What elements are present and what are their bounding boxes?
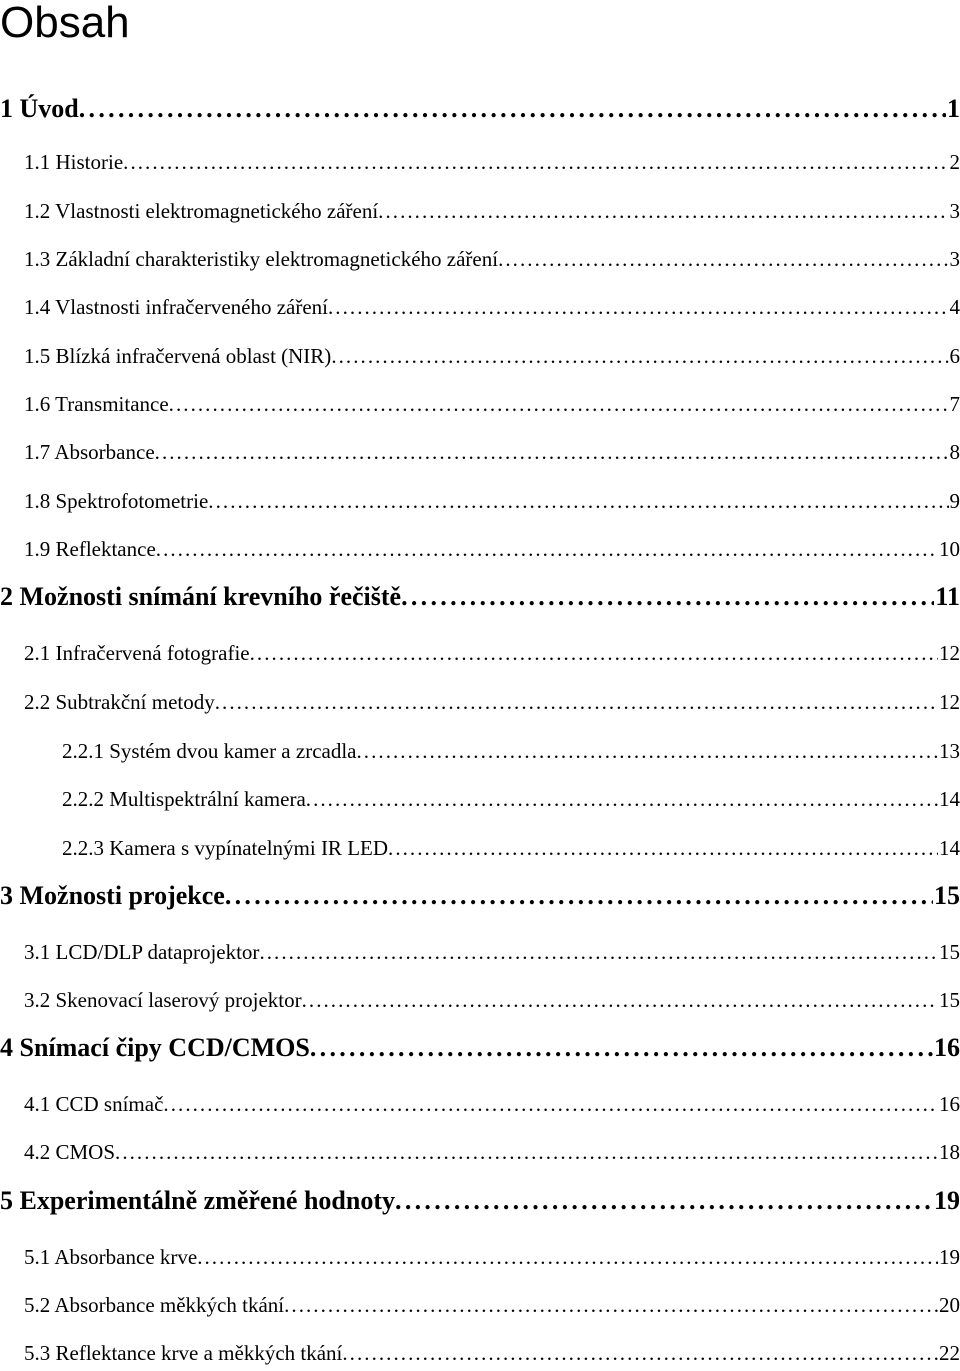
dot-leader bbox=[208, 486, 948, 516]
toc-entry[interactable] bbox=[0, 433, 960, 467]
toc-entry-label: 3.1 LCD/DLP dataprojektor bbox=[24, 940, 260, 964]
dot-leader bbox=[155, 437, 949, 467]
toc-entry[interactable] bbox=[0, 780, 960, 814]
toc-entry[interactable] bbox=[0, 981, 960, 1015]
toc-entry-label: 1.6 Transmitance bbox=[24, 392, 169, 416]
toc-entry-page-number: 6 bbox=[949, 344, 960, 368]
dot-leader bbox=[163, 1089, 938, 1119]
toc-entry[interactable] bbox=[0, 385, 960, 419]
toc-entry[interactable] bbox=[0, 192, 960, 226]
toc-entry[interactable] bbox=[0, 1286, 960, 1320]
toc-entry-label: 2.2 Subtrakční metody bbox=[24, 690, 215, 714]
dot-leader bbox=[302, 985, 938, 1015]
toc-entry-label: 3 Možnosti projekce bbox=[0, 881, 225, 910]
toc-entry-label: 3.2 Skenovací laserový projektor bbox=[24, 988, 302, 1012]
toc-entry-label: 5 Experimentálně změřené hodnoty bbox=[0, 1186, 396, 1215]
dot-leader bbox=[250, 638, 938, 668]
toc-entry[interactable] bbox=[0, 634, 960, 668]
toc-entry-page-number: 7 bbox=[949, 392, 960, 416]
toc-entry-label: 2 Možnosti snímání krevního řečiště bbox=[0, 582, 402, 611]
toc-entry-page-number: 8 bbox=[949, 440, 960, 464]
toc-entry-page-number: 12 bbox=[939, 641, 960, 665]
toc-entry[interactable] bbox=[0, 879, 960, 913]
toc-entry[interactable] bbox=[0, 1238, 960, 1272]
toc-entry-page-number: 14 bbox=[939, 836, 960, 860]
toc-entry-page-number: 2 bbox=[949, 150, 960, 174]
toc-entry-label: 2.1 Infračervená fotografie bbox=[24, 641, 250, 665]
dot-leader bbox=[197, 1242, 938, 1272]
toc-entry-page-number: 3 bbox=[949, 247, 960, 271]
toc-entry-page-number: 20 bbox=[939, 1293, 960, 1317]
toc-entry-page-number: 4 bbox=[949, 295, 960, 319]
dot-leader bbox=[123, 147, 948, 177]
toc-entry-label: 1 Úvod bbox=[0, 94, 79, 123]
toc-entry-label: 4.1 CCD snímač bbox=[24, 1092, 164, 1116]
dot-leader bbox=[342, 1338, 938, 1368]
toc-entry-label: 5.2 Absorbance měkkých tkání bbox=[24, 1293, 285, 1317]
page-title: Obsah bbox=[0, 0, 130, 47]
dot-leader bbox=[259, 937, 938, 967]
toc-entry-page-number: 19 bbox=[939, 1245, 960, 1269]
toc-entry-label: 2.2.1 Systém dvou kamer a zrcadla bbox=[62, 739, 357, 763]
toc-entry-label: 1.5 Blízká infračervená oblast (NIR) bbox=[24, 344, 332, 368]
toc-entry-page-number: 1 bbox=[947, 94, 960, 123]
dot-leader bbox=[284, 1290, 938, 1320]
dot-leader bbox=[401, 580, 934, 614]
toc-entry[interactable] bbox=[0, 1085, 960, 1119]
dot-leader bbox=[225, 879, 933, 913]
toc-entry-label: 1.2 Vlastnosti elektromagnetického záření bbox=[24, 199, 379, 223]
toc-entry-label: 1.8 Spektrofotometrie bbox=[24, 489, 209, 513]
toc-entry-page-number: 11 bbox=[935, 582, 960, 611]
dot-leader bbox=[215, 687, 938, 717]
dot-leader bbox=[378, 196, 948, 226]
toc-entry[interactable] bbox=[0, 829, 960, 863]
toc-entry[interactable] bbox=[0, 143, 960, 177]
toc-entry-label: 2.2.3 Kamera s vypínatelnými IR LED bbox=[62, 836, 389, 860]
toc-entry-page-number: 15 bbox=[939, 940, 960, 964]
dot-leader bbox=[169, 389, 949, 419]
toc-entry-page-number: 18 bbox=[939, 1140, 960, 1164]
toc-entry-page-number: 3 bbox=[949, 199, 960, 223]
toc-entry-page-number: 13 bbox=[939, 739, 960, 763]
dot-leader bbox=[328, 292, 949, 322]
toc-entry-label: 1.9 Reflektance bbox=[24, 537, 156, 561]
toc-entry[interactable] bbox=[0, 732, 960, 766]
toc-entry-page-number: 10 bbox=[939, 537, 960, 561]
dot-leader bbox=[306, 784, 938, 814]
toc-entry-label: 1.4 Vlastnosti infračerveného záření bbox=[24, 295, 328, 319]
toc-entry-label: 2.2.2 Multispektrální kamera bbox=[62, 787, 306, 811]
toc-entry-page-number: 15 bbox=[934, 881, 960, 910]
toc-entry[interactable] bbox=[0, 933, 960, 967]
dot-leader bbox=[79, 92, 946, 126]
toc-entry[interactable] bbox=[0, 1133, 960, 1167]
dot-leader bbox=[331, 341, 948, 371]
toc-entry[interactable] bbox=[0, 530, 960, 564]
toc-entry-page-number: 16 bbox=[934, 1033, 960, 1062]
dot-leader bbox=[156, 534, 938, 564]
toc-entry-label: 1.1 Historie bbox=[24, 150, 124, 174]
dot-leader bbox=[357, 736, 939, 766]
toc-entry-page-number: 19 bbox=[934, 1186, 960, 1215]
toc-entry-label: 1.3 Základní charakteristiky elektromagnetického záření bbox=[24, 247, 499, 271]
toc-entry-page-number: 12 bbox=[939, 690, 960, 714]
toc-entry-label: 5.3 Reflektance krve a měkkých tkání bbox=[24, 1341, 343, 1365]
dot-leader bbox=[395, 1184, 933, 1218]
toc-entry-label: 4 Snímací čipy CCD/CMOS bbox=[0, 1033, 310, 1062]
toc-entry[interactable] bbox=[0, 1031, 960, 1065]
dot-leader bbox=[310, 1031, 933, 1065]
toc-entry-page-number: 16 bbox=[939, 1092, 960, 1116]
dot-leader bbox=[388, 833, 938, 863]
toc-entry-label: 4.2 CMOS bbox=[24, 1140, 116, 1164]
toc-entry-page-number: 14 bbox=[939, 787, 960, 811]
dot-leader bbox=[115, 1137, 938, 1167]
toc-entry[interactable] bbox=[0, 240, 960, 274]
toc-entry-label: 5.1 Absorbance krve bbox=[24, 1245, 198, 1269]
toc-entry[interactable] bbox=[0, 482, 960, 516]
toc-entry[interactable] bbox=[0, 1184, 960, 1218]
toc-entry-label: 1.7 Absorbance bbox=[24, 440, 155, 464]
dot-leader bbox=[498, 244, 948, 274]
toc-entry[interactable] bbox=[0, 580, 960, 614]
toc-entry-page-number: 15 bbox=[939, 988, 960, 1012]
toc-entry[interactable] bbox=[0, 1334, 960, 1368]
toc-entry-page-number: 9 bbox=[949, 489, 960, 513]
toc-entry[interactable] bbox=[0, 337, 960, 371]
toc-entry[interactable] bbox=[0, 683, 960, 717]
toc-entry-page-number: 22 bbox=[939, 1341, 960, 1365]
toc-entry[interactable] bbox=[0, 288, 960, 322]
toc-entry[interactable] bbox=[0, 92, 960, 126]
